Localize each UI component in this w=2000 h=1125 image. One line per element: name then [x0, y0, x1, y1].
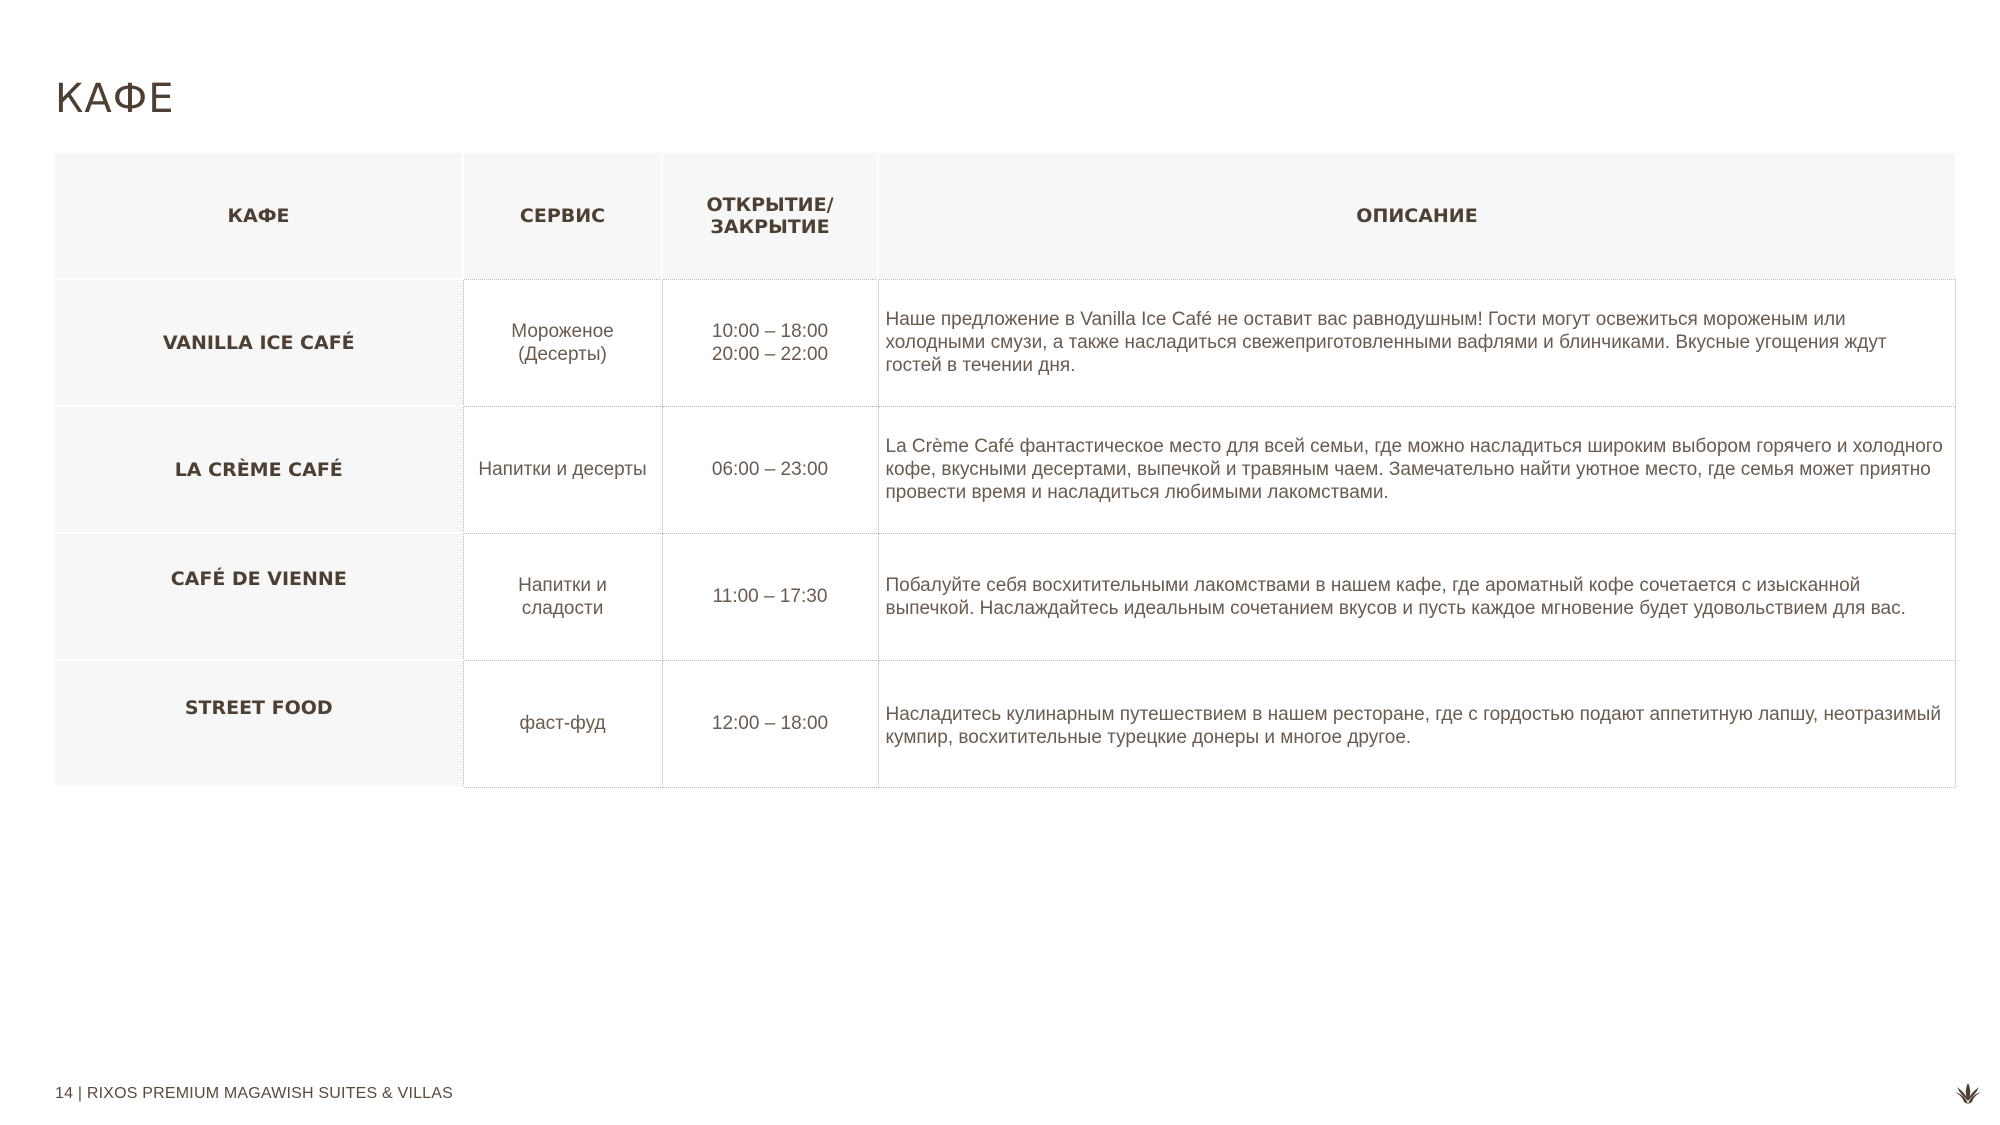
cafe-service: [463, 406, 662, 533]
service-line: сладости: [521, 597, 604, 619]
cafe-hours: [662, 279, 878, 406]
rixos-logo-icon: [1954, 1081, 1982, 1105]
header-cafe: КАФЕ: [55, 153, 463, 279]
service-line: Напитки и десерты: [478, 459, 647, 480]
hours-line: 11:00 – 17:30: [712, 586, 828, 607]
cafe-description: Насладитесь кулинарным путешествием в нашем ресторане, где с гордостью подают аппетитную лапшу, неотразимый кумпир, восхитительные турецкие донеры и многое другое.: [878, 660, 1955, 787]
header-hours: ОТКРЫТИЕ/ЗАКРЫТИЕ: [662, 153, 878, 279]
footer-page-info: 14 | RIXOS PREMIUM MAGAWISH SUITES & VILLAS: [55, 1085, 454, 1102]
cafe-description: Наше предложение в Vanilla Ice Café не оставит вас равнодушным! Гости могут освежиться мороженым или холодными смузи, а также насладиться свежеприготовленными вафлями и блинчиками. Вкусные угощения ждут гостей в течении дня.: [878, 279, 1955, 406]
cafe-hours: [662, 533, 878, 660]
header-service: СЕРВИС: [463, 153, 662, 279]
hours-line: 20:00 – 22:00: [711, 343, 829, 365]
cafe-name: VANILLA ICE CAFÉ: [55, 279, 463, 406]
cafe-name: STREET FOOD: [55, 660, 463, 787]
cafe-service: [463, 660, 662, 787]
cafe-service: [463, 533, 662, 660]
table-header-row: [55, 153, 1955, 279]
service-line: (Десерты): [518, 343, 607, 365]
hours-line: 06:00 – 23:00: [711, 459, 829, 480]
table-row: [55, 279, 1955, 406]
hours-line: 12:00 – 18:00: [711, 713, 829, 734]
service-line: Мороженое: [511, 320, 614, 342]
service-line: фаст-фуд: [519, 713, 606, 734]
cafe-hours: [662, 660, 878, 787]
hours-line: 10:00 – 18:00: [711, 320, 829, 342]
cafe-table: [55, 153, 1956, 788]
table-row: [55, 533, 1955, 660]
page-title: КАФЕ: [55, 76, 175, 122]
table-row: [55, 660, 1955, 787]
cafe-description: Побалуйте себя восхитительными лакомствами в нашем кафе, где ароматный кофе сочетается с изысканной выпечкой. Наслаждайтесь идеальным сочетанием вкусов и пусть каждое мгновение будет удовольствием для вас.: [878, 533, 1955, 660]
cafe-name: LA CRÈME CAFÉ: [55, 406, 463, 533]
cafe-service: [463, 279, 662, 406]
cafe-name: CAFÉ DE VIENNE: [55, 533, 463, 660]
cafe-description: La Crème Café фантастическое место для всей семьи, где можно насладиться широким выбором горячего и холодного кофе, вкусными десертами, выпечкой и травяным чаем. Замечательно найти уютное место, где семья может приятно провести время и насладиться любимыми лакомствами.: [878, 406, 1955, 533]
table-row: [55, 406, 1955, 533]
cafe-hours: [662, 406, 878, 533]
header-description: ОПИСАНИЕ: [878, 153, 1955, 279]
service-line: Напитки и: [518, 574, 607, 596]
